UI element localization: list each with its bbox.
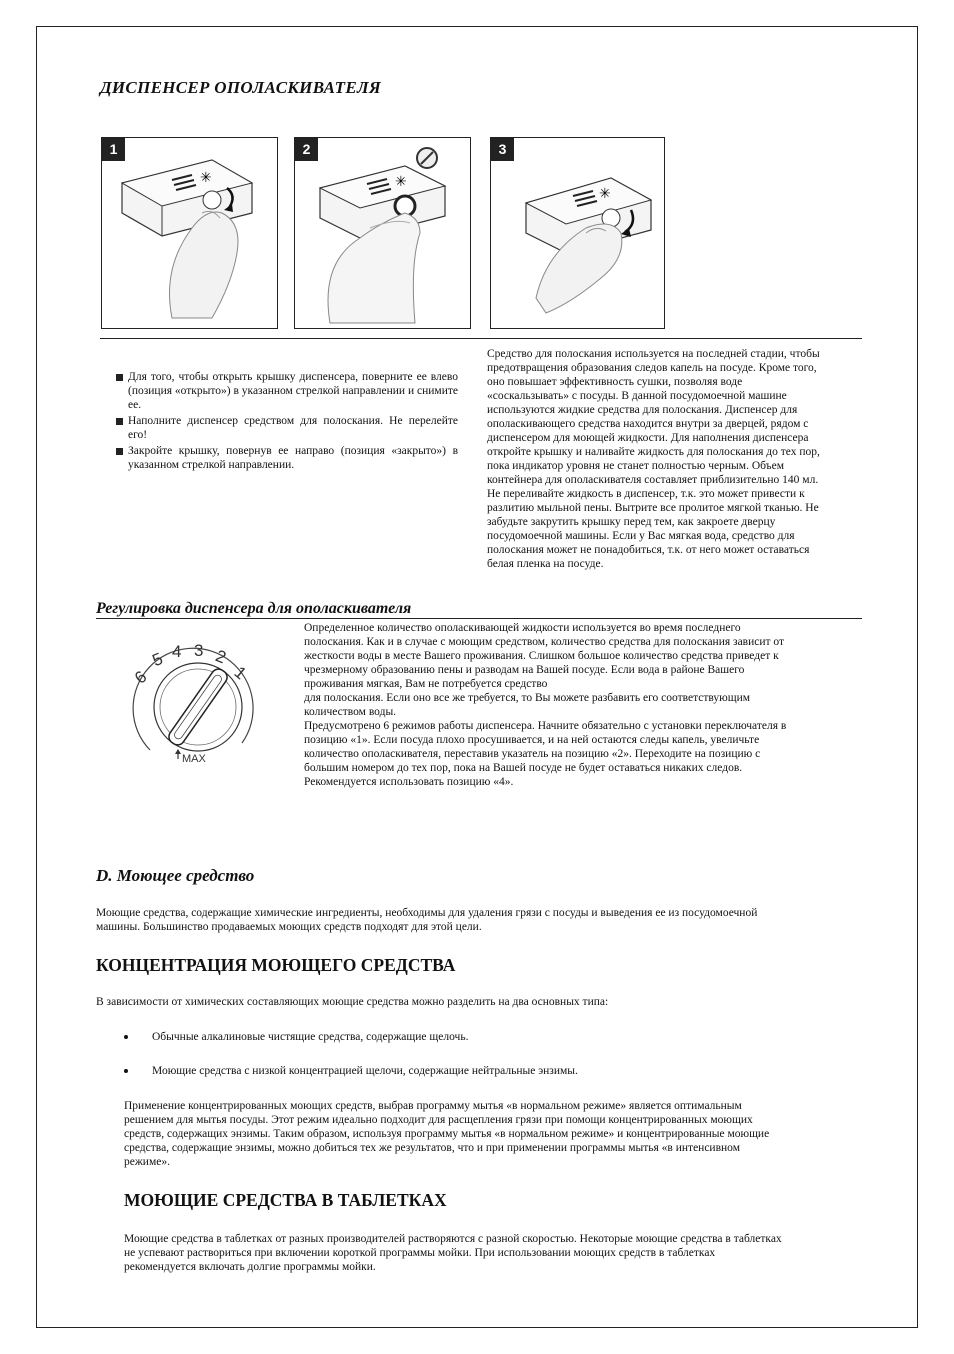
text-line: откройте крышку и наливайте жидкость для полоскания до тех пор, bbox=[487, 446, 820, 458]
text-line: Моющие средства в таблетках от разных производителей растворяются с разной скоростью. Некоторые моющие средства в таблетках bbox=[124, 1233, 782, 1245]
text-line: жесткости воды в месте Вашего проживания. Слишком большое количество средства приведет к bbox=[304, 650, 779, 662]
text-line: посудомоечной машины. Если у Вас мягкая вода, средство для bbox=[487, 530, 795, 542]
close-cap-illustration bbox=[491, 138, 664, 328]
panel-number: 1 bbox=[102, 138, 125, 161]
text-line: чрезмерному образованию пены и разводам на Вашей посуде. Если вода в районе Вашего bbox=[304, 664, 745, 676]
text-line: средств, содержащих энзимы. Таким образом, используя программу мытья «в нормальном режиме» и концентрированные моющие bbox=[124, 1128, 770, 1140]
text-line: рекомендуется включать долгие программы мойки. bbox=[124, 1261, 376, 1273]
adjustment-title: Регулировка диспенсера для ополаскивателя bbox=[96, 600, 412, 617]
detergent-types-list bbox=[122, 1030, 822, 1078]
text-line: режиме». bbox=[124, 1156, 170, 1168]
svg-text:✳: ✳ bbox=[599, 186, 611, 202]
text-line: разлитию мыльной пены. Вытрите все пролитое мягкой тканью. Не bbox=[487, 502, 819, 514]
text-line: решением для мытья посуды. Этот режим идеально подходит для расщепления грязи при помощи концентрированных моющих bbox=[124, 1114, 753, 1126]
text-line: забудьте закрутить крышку перед тем, как закроете дверцу bbox=[487, 516, 776, 528]
text-line: контейнера для ополаскивателя составляет приблизительно 140 мл. bbox=[487, 474, 819, 486]
text-line: Моющие средства, содержащие химические ингредиенты, необходимы для удаления грязи с посуды и выведения ее из посудомоечной bbox=[96, 907, 758, 919]
svg-text:✳: ✳ bbox=[200, 170, 212, 186]
illustration-panel-1 bbox=[101, 137, 278, 329]
list-item: Моющие средства с низкой концентрацией щелочи, содержащие нейтральные энзимы. bbox=[122, 1064, 822, 1078]
section-divider bbox=[96, 618, 862, 619]
dial-number-6: 6 bbox=[130, 667, 151, 688]
list-item: Закройте крышку, повернув ее направо (позиция «закрыто») в указанном стрелкой направлении. bbox=[116, 444, 458, 472]
concentration-paragraph bbox=[124, 1099, 874, 1169]
text-line: «соскальзывать» с посуды. В данной посудомоечной машине bbox=[487, 390, 787, 402]
text-line: Определенное количество ополаскивающей жидкости используется во время последнего bbox=[304, 622, 741, 634]
dial-number-5: 5 bbox=[149, 649, 166, 671]
list-item: Обычные алкалиновые чистящие средства, содержащие щелочь. bbox=[122, 1030, 822, 1044]
list-item: Для того, чтобы открыть крышку диспенсера, поверните ее влево (позиция «открыто») в указанном стрелкой направлении и снимите ее. bbox=[116, 370, 458, 412]
dial-max-label: MAX bbox=[182, 753, 206, 765]
rinse-dial-illustration bbox=[120, 635, 260, 770]
dial-number-4: 4 bbox=[172, 642, 182, 661]
text-line: полоскания может не понадобиться, т.к. от него может оставаться bbox=[487, 544, 810, 556]
svg-text:✳: ✳ bbox=[395, 174, 407, 190]
text-line: количеством воды. bbox=[304, 706, 397, 718]
text-line: используются жидкие средства для полоскания. Диспенсер для bbox=[487, 404, 798, 416]
text-line: машины. Большинство продаваемых моющих средств подходят для этой цели. bbox=[96, 921, 482, 933]
dial-number-3: 3 bbox=[194, 641, 204, 660]
text-line: ополаскивающего средства находится внутри за дверцей, рядом с bbox=[487, 418, 809, 430]
concentration-title: КОНЦЕНТРАЦИЯ МОЮЩЕГО СРЕДСТВА bbox=[96, 955, 456, 975]
detergent-text bbox=[96, 906, 876, 934]
text-line: Не переливайте жидкость в диспенсер, т.к. это может привести к bbox=[487, 488, 805, 500]
text-line: предотвращения образования следов капель на посуде. Кроме того, bbox=[487, 362, 817, 374]
text-line: Рекомендуется использовать позицию «4». bbox=[304, 776, 514, 788]
list-item: Наполните диспенсер средством для полоскания. Не перелейте его! bbox=[116, 414, 458, 442]
text-line: проживания мягкая, Вам не потребуется средство bbox=[304, 678, 548, 690]
concentration-intro: В зависимости от химических составляющих моющие средства можно разделить на два основных типа: bbox=[96, 996, 609, 1008]
text-line: количество ополаскивателя, переставив указатель на позицию «2». Переходите на позицию с bbox=[304, 748, 761, 760]
open-cap-illustration bbox=[102, 138, 277, 328]
adjustment-text bbox=[304, 621, 859, 789]
dial-number-2: 2 bbox=[212, 646, 229, 668]
text-line: диспенсером для моющей жидкости. Для наполнения диспенсера bbox=[487, 432, 809, 444]
text-line: белая пленка на посуде. bbox=[487, 558, 604, 570]
text-line: Применение концентрированных моющих средств, выбрав программу мытья «в нормальном режиме» является оптимальным bbox=[124, 1100, 742, 1112]
text-line: для полоскания. Если оно все же требуется, то Вы можете разбавить его соответствующим bbox=[304, 692, 751, 704]
detergent-title: D. Моющее средство bbox=[96, 866, 255, 885]
illustration-panel-2 bbox=[294, 137, 471, 329]
fill-dispenser-illustration bbox=[295, 138, 470, 328]
text-line: позицию «1». Если посуда плохо просушивается, и на ней остаются следы капель, увеличьте bbox=[304, 734, 760, 746]
text-line: Средство для полоскания используется на последней стадии, чтобы bbox=[487, 348, 820, 360]
text-line: оно повышает эффективность сушки, позволяя воде bbox=[487, 376, 743, 388]
tablets-title: МОЮЩИЕ СРЕДСТВА В ТАБЛЕТКАХ bbox=[124, 1190, 447, 1210]
text-line: Предусмотрено 6 режимов работы диспенсера. Начните обязательно с установки переключателя в bbox=[304, 720, 787, 732]
rinse-dispenser-title: ДИСПЕНСЕР ОПОЛАСКИВАТЕЛЯ bbox=[100, 78, 381, 97]
text-line: полоскания. Как и в случае с моющим средством, количество средства для полоскания зависит от bbox=[304, 636, 785, 648]
panel-number: 3 bbox=[491, 138, 514, 161]
tablets-text bbox=[124, 1232, 874, 1274]
text-line: средства, содержащие энзимы, можно добиться тех же результатов, что и при применении программы мытья «в интенсивном bbox=[124, 1142, 740, 1154]
rinse-steps-list bbox=[116, 370, 458, 474]
section-divider bbox=[100, 338, 862, 339]
panel-number: 2 bbox=[295, 138, 318, 161]
rinse-description bbox=[487, 347, 867, 571]
illustration-panel-3 bbox=[490, 137, 665, 329]
dial-number-1: 1 bbox=[230, 662, 251, 684]
text-line: не успевают раствориться при включении короткой программы мойки. При использовании моющих средств в таблетках bbox=[124, 1247, 716, 1259]
text-line: большим номером до тех пор, пока на Вашей посуде не будет оставаться никаких следов. bbox=[304, 762, 743, 774]
text-line: пока индикатор уровня не станет полностью черным. Объем bbox=[487, 460, 785, 472]
